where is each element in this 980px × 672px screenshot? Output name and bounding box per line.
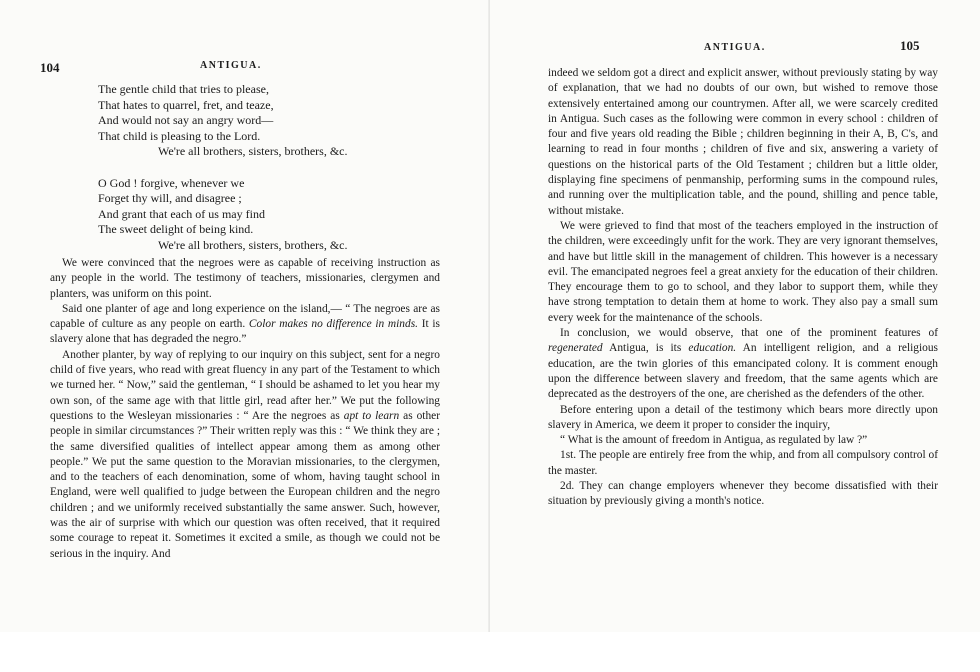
paragraph [50, 302, 440, 348]
text-run: An intelligent religion, and a religious education, are the twin glories of this emancipated colony. It is comment enough upon the difference between slavery and freedom, that the same agents which are deprecated as the destroyers of the one, are cherished as the defenders of the other. [548, 342, 938, 401]
text-run: In conclusion, we would observe, that one of the prominent features of [560, 327, 938, 340]
paragraph: We were convinced that the negroes were as capable of receiving instruction as any people in the world. The testimony of teachers, missionaries, clergymen and planters, was uniform on this point. [50, 257, 440, 300]
text-run: Said one planter of age and long experience on the island,— “ The negroes are as capable of culture as any people on earth. [50, 302, 440, 331]
paragraph: “ What is the amount of freedom in Antigua, as regulated by law ?” [560, 434, 868, 447]
poem-line: Forget thy will, and disagree ; [98, 191, 242, 205]
poem-line: The sweet delight of being kind. [98, 222, 254, 236]
poem-refrain: We're all brothers, sisters, brothers, &c. [158, 144, 348, 158]
hymn-poem [98, 82, 418, 253]
stanza-gap [98, 160, 418, 176]
italic-run: apt to learn [343, 409, 400, 422]
poem-refrain: We're all brothers, sisters, brothers, &c. [158, 237, 348, 252]
text-run: It is slavery alone that has degraded the negro.” [50, 318, 440, 346]
paragraph [548, 326, 938, 402]
italic-run: education. [688, 342, 737, 355]
paragraph: We were grieved to find that most of the teachers employed in the instruction of the children, were exceedingly unfit for the work. They are very ignorant themselves, and have but little skill in the management of children. This however is a necessary evil. The emancipated negroes feel a great anxiety for the education of their children. They encourage them to go to school, and they labor to support them, while they have strong temptation to detain them at home to work. They also pay a small sum every week for the maintenance of the schools. [548, 219, 938, 324]
text-run: Another planter, by way of replying to our inquiry on this subject, sent for a negro child of five years, who read with great fluency in any part of the Testament to which we turned her. “ Now,” said the gentleman, “ I should be ashamed to let you hear my own son, of the same age with that little girl, read after her.” We put the following questions to the Wesleyan missionaries : “ Are the negroes as [50, 348, 440, 422]
poem-line: That child is pleasing to the Lord. [98, 128, 261, 143]
text-run: Antigua, is its [609, 342, 682, 355]
paragraph: 2d. They can change employers whenever they become dissatisfied with their situation by previously giving a month's notice. [548, 480, 938, 508]
poem-line: O God ! forgive, whenever we [98, 175, 245, 190]
right-running-head: ANTIGUA. [704, 42, 766, 53]
left-page [0, 0, 490, 640]
bottom-margin [0, 632, 980, 672]
poem-line: And would not say an angry word— [98, 113, 274, 127]
paragraph: 1st. The people are entirely free from the whip, and from all compulsory control of the master. [548, 449, 938, 477]
right-page-number: 105 [900, 38, 920, 53]
poem-line: And grant that each of us may find [98, 206, 265, 221]
left-running-head: ANTIGUA. [200, 60, 262, 71]
paragraph: Before entering upon a detail of the testimony which bears more directly upon slavery in America, we deem it proper to consider the inquiry, [548, 403, 938, 431]
right-body-text [548, 66, 938, 510]
poem-line: The gentle child that tries to please, [98, 82, 269, 96]
italic-run: Color makes no difference in minds. [248, 318, 418, 331]
left-body-text [50, 256, 440, 562]
poem-line: That hates to quarrel, fret, and teaze, [98, 97, 274, 112]
left-page-number: 104 [40, 60, 60, 75]
text-run: as other people in similar circumstances ?” Their written reply was this : “ We think they are ; the same diversified qualities of intellect appear among them as among other people.” We put the same question to the Moravian missionaries, to the clergymen, and to the teachers of each denomination, some of whom, having taught school in England, were well qualified to judge between the European children and the negro children ; and we uniformly received substantially the same answer. Such, however, was the air of surprise with which our question was often received, that it required some courage to repeat it. Sometimes it excited a smile, as though we could not be serious in the inquiry. And [50, 409, 441, 560]
paragraph [50, 348, 440, 562]
paragraph: indeed we seldom got a direct and explicit answer, without previously stating by way of explanation, that we had no doubts of our own, but wished to remove those extensively entertained among our countrymen. After all, we were scarcely credited in Antigua. Such cases as the following were common in every school : children of four and five years old reading the Bible ; children beginning in their A, B, C's, and learning to read in four months ; children of five and six, answering a variety of questions on the historical parts of the Old Testament ; children but a little older, displaying fine specimens of penmanship, performing sums in the compound rules, and running over the multiplication table, and the pound, shilling and pence table, without mistake. [548, 67, 938, 217]
italic-run: regenerated [548, 342, 603, 355]
